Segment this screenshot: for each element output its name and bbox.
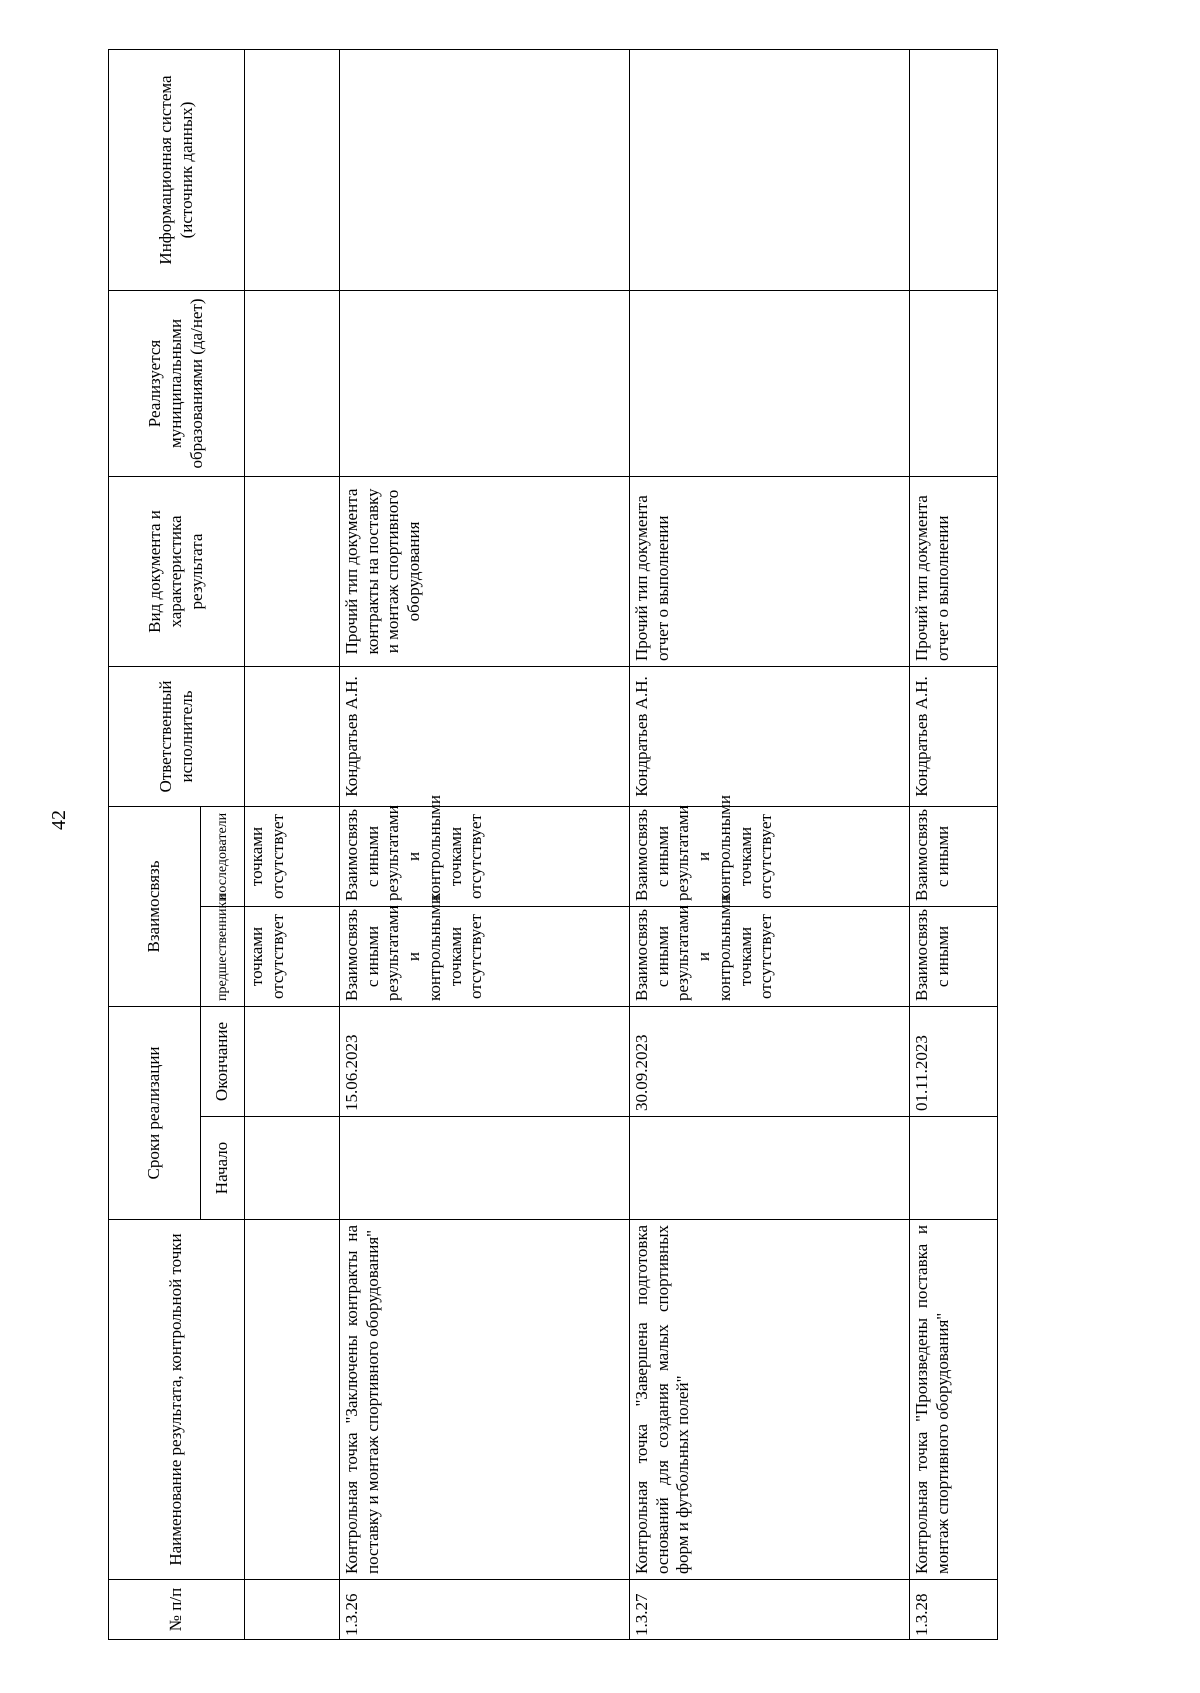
header-info-system: Информационная система (источник данных): [109, 49, 245, 290]
table-row: [910, 49, 998, 1639]
cell-num: 1.3.28: [910, 1580, 998, 1640]
header-document: Вид документа и характеристика результата: [109, 476, 245, 666]
cell-municipal: [910, 290, 998, 476]
cell-predecessors: Взаимосвязь с иными результатами и контрольными точками отсутствует: [340, 907, 630, 1007]
cell-num: [245, 1580, 340, 1640]
cell-successors: Взаимосвязь с иными: [910, 806, 998, 906]
cell-responsible: Кондратьев А.Н.: [630, 666, 910, 806]
cell-document: Прочий тип документа отчет о выполнении: [630, 476, 910, 666]
cell-info-system: [630, 49, 910, 290]
cell-successors: Взаимосвязь с иными результатами и контрольными точками отсутствует: [340, 806, 630, 906]
cell-document: Прочий тип документа отчет о выполнении: [910, 476, 998, 666]
header-num: № п/п: [109, 1580, 245, 1640]
cell-responsible: Кондратьев А.Н.: [910, 666, 998, 806]
table-row: [340, 49, 630, 1639]
cell-name: Контрольная точка "Завершена подготовка оснований для создания малых спортивных форм и футбольных полей": [630, 1220, 910, 1580]
cell-end: 30.09.2023: [630, 1007, 910, 1117]
cell-info-system: [910, 49, 998, 290]
header-name: Наименование результата, контрольной точки: [109, 1220, 245, 1580]
header-terms: Сроки реализации: [109, 1007, 201, 1220]
cell-predecessors: Взаимосвязь с иными результатами и контрольными точками отсутствует: [630, 907, 910, 1007]
cell-end: 01.11.2023: [910, 1007, 998, 1117]
rotated-table-container: [108, 50, 1158, 1640]
cell-start: [630, 1117, 910, 1220]
cell-responsible: Кондратьев А.Н.: [340, 666, 630, 806]
cell-num: 1.3.27: [630, 1580, 910, 1640]
header-start: Начало: [201, 1117, 245, 1220]
cell-municipal: [340, 290, 630, 476]
cell-num: 1.3.26: [340, 1580, 630, 1640]
cell-municipal: [630, 290, 910, 476]
cell-info-system: [340, 49, 630, 290]
table-row: [630, 49, 910, 1639]
header-municipal: Реализуется муниципальными образованиями (да/нет): [109, 290, 245, 476]
cell-start: [245, 1117, 340, 1220]
header-successors: последователи: [201, 806, 245, 906]
cell-info-system: [245, 49, 340, 290]
cell-name: Контрольная точка "Произведены поставка и монтаж спортивного оборудования": [910, 1220, 998, 1580]
header-predecessors: предшественники: [201, 907, 245, 1007]
header-responsible: Ответственный исполнитель: [109, 666, 245, 806]
control-points-table: [108, 49, 998, 1640]
cell-successors: Взаимосвязь с иными результатами и контрольными точками отсутствует: [630, 806, 910, 906]
cell-document: [245, 476, 340, 666]
header-row-1: [109, 49, 201, 1639]
table-row-carryover: [245, 49, 340, 1639]
cell-predecessors: Взаимосвязь с иными: [910, 907, 998, 1007]
cell-start: [340, 1117, 630, 1220]
header-link: Взаимосвязь: [109, 806, 201, 1006]
cell-successors: точками отсутствует: [245, 806, 340, 906]
cell-responsible: [245, 666, 340, 806]
cell-municipal: [245, 290, 340, 476]
page-number: 42: [48, 810, 70, 830]
cell-start: [910, 1117, 998, 1220]
header-end: Окончание: [201, 1007, 245, 1117]
cell-predecessors: точками отсутствует: [245, 907, 340, 1007]
cell-name: Контрольная точка "Заключены контракты на поставку и монтаж спортивного оборудования": [340, 1220, 630, 1580]
cell-document: Прочий тип документа контракты на поставку и монтаж спортивного оборудования: [340, 476, 630, 666]
cell-end: 15.06.2023: [340, 1007, 630, 1117]
cell-name: [245, 1220, 340, 1580]
cell-end: [245, 1007, 340, 1117]
